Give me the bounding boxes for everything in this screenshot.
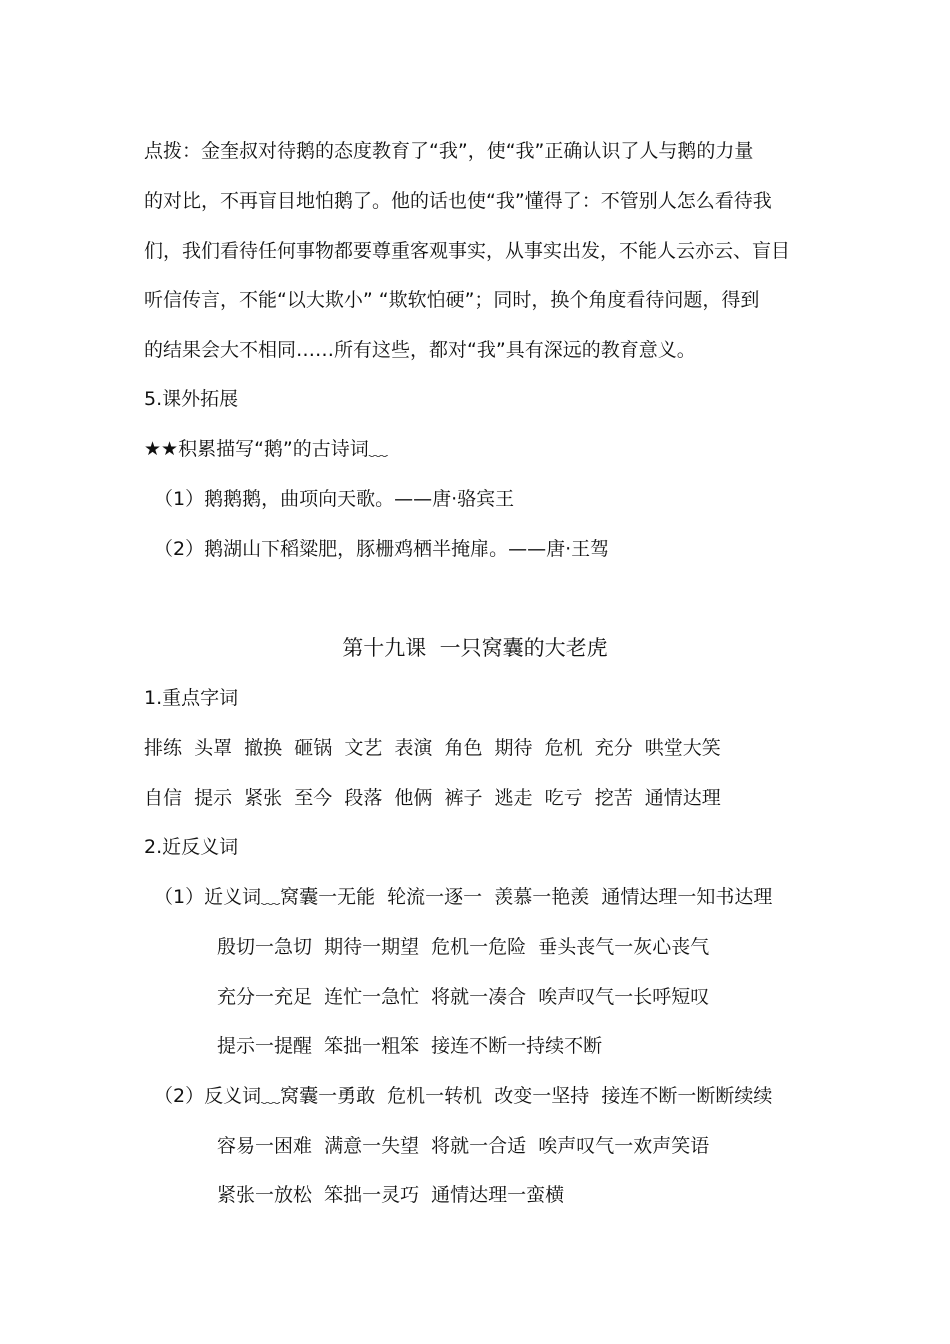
synonyms-line: 殷切一急切 期待一期望 危机一危险 垂头丧气一灰心丧气	[217, 936, 710, 958]
synonyms-line: （1）近义词﹏窝囊一无能 轮流一逐一 羡慕一艳羡 通情达理一知书达理	[154, 886, 773, 908]
hint-line: 的结果会大不相同……所有这些，都对“我”具有深远的教育意义。	[144, 339, 696, 361]
key-words-heading: 1.重点字词	[144, 687, 239, 709]
key-words-line: 排练 头罩 撤换 砸锅 文艺 表演 角色 期待 危机 充分 哄堂大笑	[144, 737, 721, 759]
hint-line: 点拨：金奎叔对待鹅的态度教育了“我”，使“我”正确认识了人与鹅的力量	[144, 140, 754, 162]
extension-subheading: ★★积累描写“鹅”的古诗词﹏	[144, 438, 388, 460]
hint-line: 听信传言，不能“以大欺小” “欺软怕硬”；同时，换个角度看待问题，得到	[144, 289, 760, 311]
lesson-title: 第十九课 一只窝囊的大老虎	[342, 636, 608, 660]
synonyms-line: 提示一提醒 笨拙一粗笨 接连不断一持续不断	[217, 1035, 603, 1057]
antonyms-line: 容易一困难 满意一失望 将就一合适 唉声叹气一欢声笑语	[217, 1135, 710, 1157]
synonyms-heading: 2.近反义词	[144, 836, 239, 858]
antonyms-line: （2）反义词﹏窝囊一勇敢 危机一转机 改变一坚持 接连不断一断断续续	[154, 1085, 773, 1107]
hint-line: 的对比，不再盲目地怕鹅了。他的话也使“我”懂得了：不管别人怎么看待我	[144, 190, 772, 212]
extension-heading: 5.课外拓展	[144, 388, 239, 410]
hint-line: 们，我们看待任何事物都要尊重客观事实，从事实出发，不能人云亦云、盲目	[144, 240, 791, 262]
antonyms-line: 紧张一放松 笨拙一灵巧 通情达理一蛮横	[217, 1184, 565, 1206]
poem-line: （1）鹅鹅鹅，曲项向天歌。——唐·骆宾王	[154, 488, 515, 510]
key-words-line: 自信 提示 紧张 至今 段落 他俩 裤子 逃走 吃亏 挖苦 通情达理	[144, 787, 721, 809]
poem-line: （2）鹅湖山下稻粱肥，豚栅鸡栖半掩扉。——唐·王驾	[154, 538, 610, 560]
synonyms-line: 充分一充足 连忙一急忙 将就一凑合 唉声叹气一长呼短叹	[217, 986, 710, 1008]
